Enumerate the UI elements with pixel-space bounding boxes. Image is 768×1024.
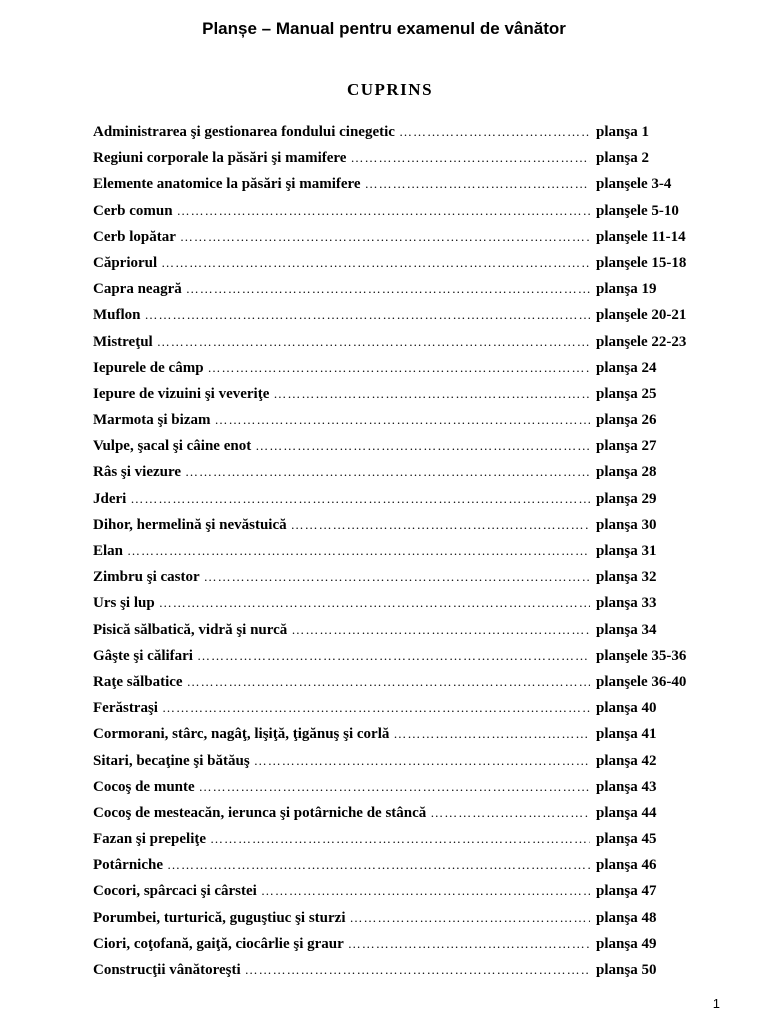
toc-entry-label: Fazan şi prepeliţe — [93, 831, 207, 848]
toc-entry — [93, 276, 708, 302]
toc-entry — [93, 617, 708, 643]
toc-dot-leader — [245, 957, 590, 983]
toc-dot-leader — [399, 119, 590, 145]
toc-dot-leader — [261, 878, 590, 904]
toc-entry — [93, 957, 708, 983]
toc-entry-label: Porumbei, turturică, guguştiuc şi sturzi — [93, 909, 346, 926]
toc-entry — [93, 538, 708, 564]
toc-dot-leader — [393, 721, 590, 747]
toc-dot-leader — [187, 669, 590, 695]
toc-entry-label: Raţe sălbatice — [93, 673, 183, 690]
toc-entry — [93, 171, 708, 197]
toc-entry — [93, 695, 708, 721]
toc-entry — [93, 224, 708, 250]
toc-entry-label: Iepure de vizuini şi veveriţe — [93, 385, 270, 402]
toc-dot-leader — [167, 852, 590, 878]
toc-entry-label: Ciori, coţofană, gaiţă, ciocârlie şi graur — [93, 935, 344, 952]
toc-entry-page: planşele 11-14 — [596, 228, 686, 245]
toc-entry-page: planşa 19 — [596, 281, 657, 298]
toc-dot-leader — [348, 931, 590, 957]
table-of-contents — [93, 119, 708, 983]
toc-dot-leader — [204, 564, 590, 590]
toc-entry-label: Gâşte şi călifari — [93, 647, 193, 664]
toc-entry-page: planşa 43 — [596, 778, 657, 795]
toc-entry-page: planşa 40 — [596, 700, 657, 717]
document-title: Planșe – Manual pentru examenul de vânător — [202, 19, 566, 38]
toc-dot-leader — [145, 302, 590, 328]
toc-entry — [93, 826, 708, 852]
toc-dot-leader — [350, 905, 591, 931]
toc-entry-label: Cerb lopătar — [93, 228, 176, 245]
toc-entry — [93, 774, 708, 800]
toc-entry-label: Construcţii vânătoreşti — [93, 962, 241, 978]
toc-dot-leader — [214, 407, 590, 433]
toc-entry-page: planşa 45 — [596, 831, 657, 848]
toc-entry-page: planşa 42 — [596, 752, 657, 769]
toc-entry-page: planşele 36-40 — [596, 673, 687, 690]
toc-entry-page: planşa 25 — [596, 385, 657, 402]
toc-entry-page: planşa 46 — [596, 857, 657, 874]
toc-entry — [93, 800, 708, 826]
toc-entry — [93, 905, 708, 931]
toc-entry-page: planşa 30 — [596, 516, 657, 533]
toc-dot-leader — [185, 459, 590, 485]
toc-entry-label: Ferăstraşi — [93, 700, 158, 717]
toc-entry — [93, 721, 708, 747]
toc-entry — [93, 381, 708, 407]
toc-entry-label: Elemente anatomice la păsări şi mamifere — [93, 176, 361, 193]
toc-entry — [93, 512, 708, 538]
toc-entry-page: planşa 27 — [596, 438, 657, 455]
toc-dot-leader — [210, 826, 590, 852]
toc-entry-label: Vulpe, şacal şi câine enot — [93, 438, 252, 455]
toc-entry-page: planşa 32 — [596, 569, 657, 586]
toc-entry-label: Elan — [93, 543, 124, 559]
toc-entry-label: Cocoş de munte — [93, 778, 195, 795]
toc-entry — [93, 564, 708, 590]
toc-dot-leader — [199, 774, 590, 800]
toc-entry-label: Râs şi viezure — [93, 464, 182, 481]
toc-dot-leader — [159, 590, 590, 616]
page-number: 1 — [712, 996, 720, 1011]
toc-entry-label: Marmota şi bizam — [93, 412, 211, 429]
toc-entry — [93, 145, 708, 171]
toc-entry-page: planşa 41 — [596, 726, 657, 743]
toc-entry-page: planşa 49 — [596, 935, 657, 952]
toc-entry-page: planşa 34 — [596, 621, 657, 638]
toc-dot-leader — [177, 198, 590, 224]
toc-dot-leader — [130, 486, 590, 512]
toc-entry-page: planşa 33 — [596, 595, 657, 612]
toc-entry-label: Regiuni corporale la păsări şi mamifere — [93, 150, 347, 167]
toc-entry — [93, 198, 708, 224]
toc-entry-page: planşele 15-18 — [596, 254, 687, 271]
toc-entry — [93, 931, 708, 957]
toc-entry-label: Jderi — [93, 490, 127, 507]
toc-dot-leader — [186, 276, 590, 302]
toc-dot-leader — [161, 250, 590, 276]
toc-dot-leader — [254, 748, 590, 774]
toc-entry-label: Administrarea şi gestionarea fondului cinegetic — [93, 124, 395, 140]
toc-dot-leader — [157, 329, 590, 355]
toc-dot-leader — [273, 381, 590, 407]
toc-entry-page: planşele 20-21 — [596, 307, 687, 324]
toc-dot-leader — [365, 171, 590, 197]
toc-entry — [93, 590, 708, 616]
toc-dot-leader — [208, 355, 590, 381]
toc-entry-page: planşa 47 — [596, 883, 657, 900]
toc-dot-leader — [291, 617, 590, 643]
toc-dot-leader — [127, 538, 590, 564]
toc-entry — [93, 407, 708, 433]
toc-entry-page: planşa 28 — [596, 464, 657, 481]
toc-dot-leader — [350, 145, 590, 171]
toc-entry — [93, 459, 708, 485]
toc-entry — [93, 748, 708, 774]
toc-entry-label: Muflon — [93, 307, 141, 324]
toc-entry-page: planşele 22-23 — [596, 333, 687, 350]
toc-entry-page: planşa 44 — [596, 804, 657, 821]
toc-entry — [93, 643, 708, 669]
toc-entry-label: Cocori, spârcaci şi cârstei — [93, 883, 257, 900]
toc-entry-page: planşa 26 — [596, 412, 657, 429]
toc-entry — [93, 250, 708, 276]
toc-entry-page: planşa 1 — [596, 124, 649, 140]
toc-entry-label: Capra neagră — [93, 281, 182, 298]
toc-entry-label: Dihor, hermelină şi nevăstuică — [93, 516, 287, 533]
toc-dot-leader — [162, 695, 590, 721]
toc-entry — [93, 302, 708, 328]
toc-entry-label: Pisică sălbatică, vidră şi nurcă — [93, 621, 288, 638]
toc-entry-page: planşele 5-10 — [596, 202, 679, 219]
toc-entry — [93, 119, 708, 145]
toc-entry-page: planşa 50 — [596, 962, 657, 978]
toc-entry — [93, 329, 708, 355]
toc-entry-label: Zimbru şi castor — [93, 569, 200, 586]
toc-entry-label: Iepurele de câmp — [93, 359, 204, 376]
toc-dot-leader — [197, 643, 590, 669]
toc-entry — [93, 486, 708, 512]
toc-entry-label: Mistreţul — [93, 333, 153, 350]
toc-entry-label: Cormorani, stârc, nagâţ, lişiţă, ţigănuş şi corlă — [93, 726, 390, 743]
toc-dot-leader — [291, 512, 590, 538]
toc-entry-page: planşa 31 — [596, 543, 657, 559]
toc-entry-page: planşele 3-4 — [596, 176, 672, 193]
toc-heading: CUPRINS — [346, 80, 434, 99]
toc-entry-label: Cocoş de mesteacăn, ierunca şi potârniche de stâncă — [93, 804, 427, 821]
toc-entry-page: planşa 24 — [596, 359, 657, 376]
toc-entry-page: planşele 35-36 — [596, 647, 687, 664]
toc-entry-label: Căpriorul — [93, 254, 158, 271]
toc-entry — [93, 433, 708, 459]
toc-dot-leader — [180, 224, 590, 250]
toc-entry — [93, 355, 708, 381]
toc-dot-leader — [430, 800, 590, 826]
toc-entry-page: planşa 29 — [596, 490, 657, 507]
toc-entry — [93, 852, 708, 878]
toc-dot-leader — [255, 433, 590, 459]
toc-entry-label: Sitari, becaţine şi bătăuş — [93, 752, 250, 769]
toc-entry-label: Potârniche — [93, 857, 163, 874]
toc-entry — [93, 669, 708, 695]
toc-entry-label: Urs şi lup — [93, 595, 155, 612]
toc-entry — [93, 878, 708, 904]
toc-entry-page: planşa 2 — [596, 150, 649, 167]
toc-entry-page: planşa 48 — [596, 909, 657, 926]
toc-entry-label: Cerb comun — [93, 202, 173, 219]
